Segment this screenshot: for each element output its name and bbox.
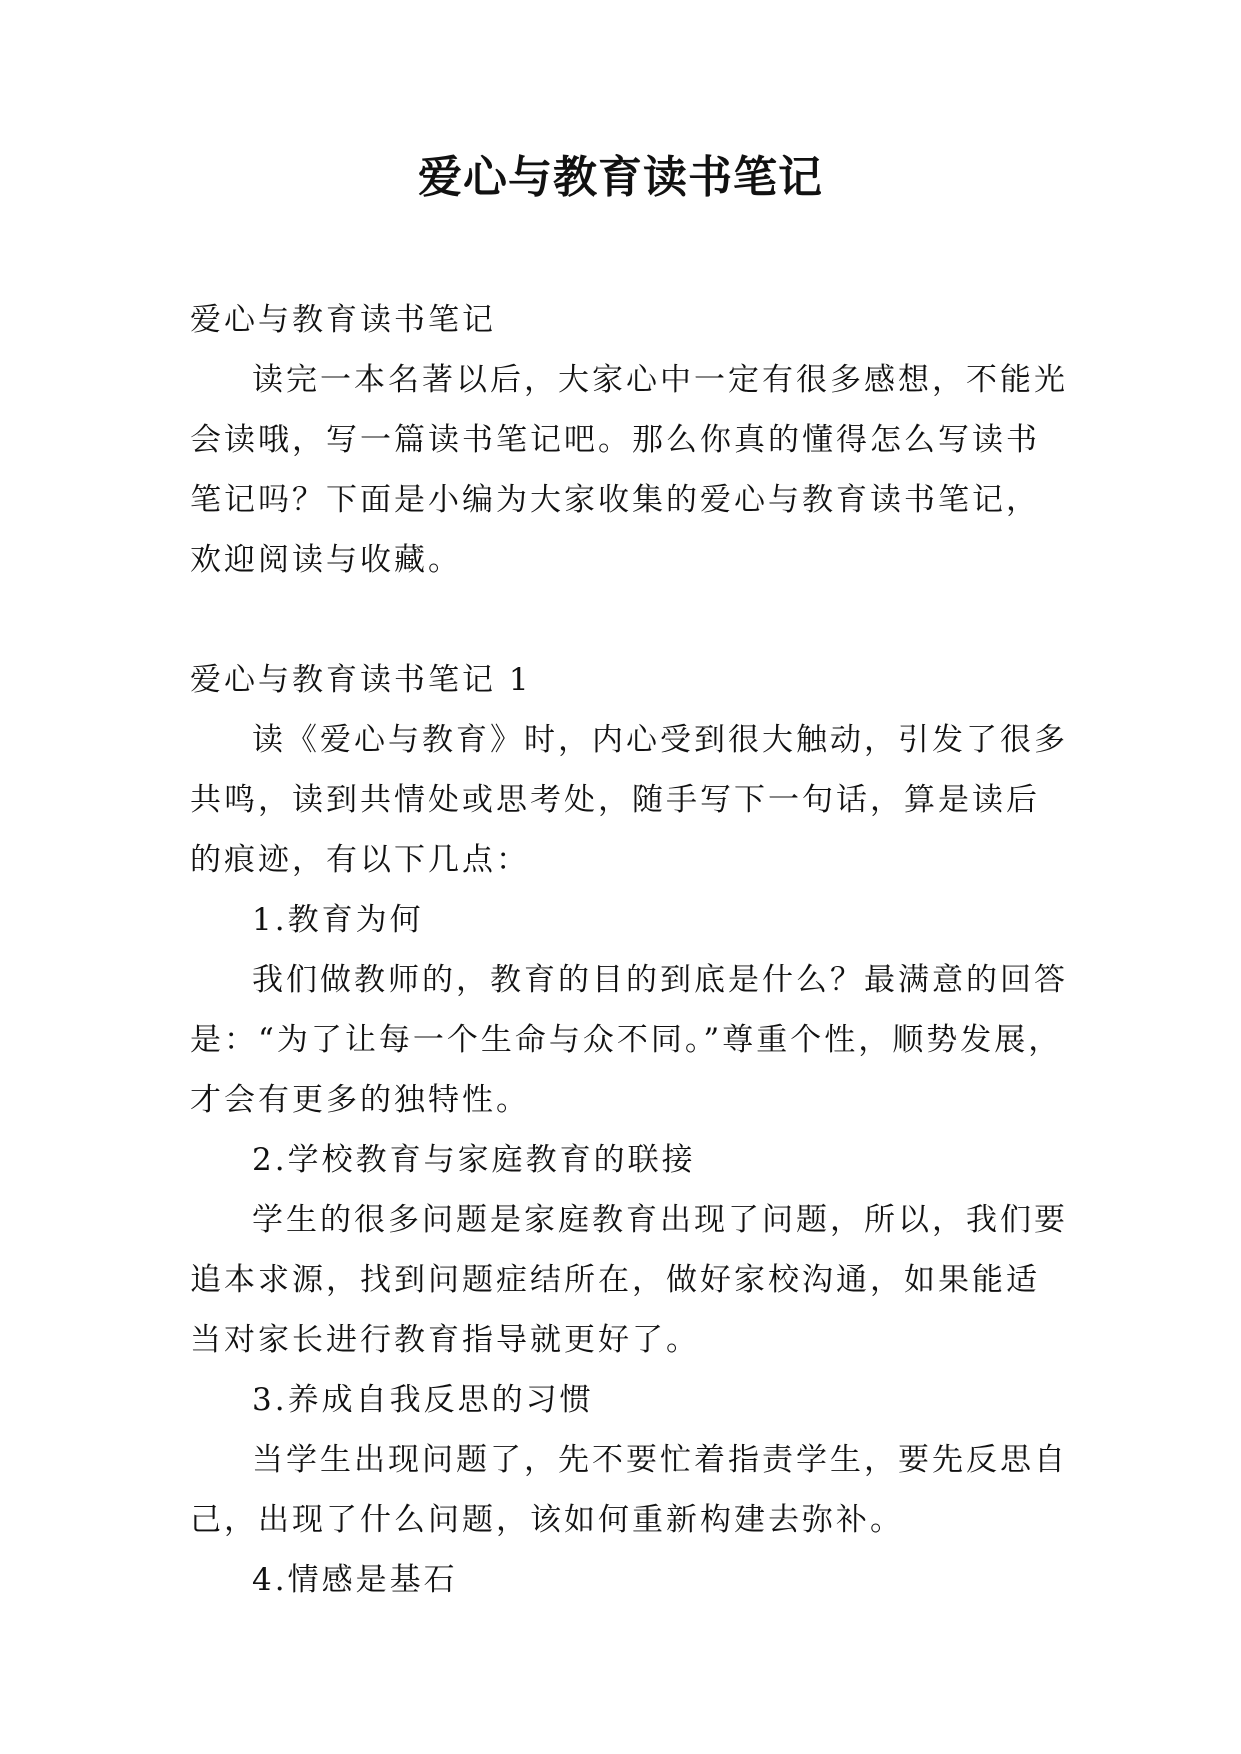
item-paragraph-1: 我们做教师的，教育的目的到底是什么？最满意的回答是：“为了让每一个生命与众不同。”尊重个性，顺势发展，才会有更多的独特性。 (190, 962, 1068, 1118)
intro-paragraph: 读完一本名著以后，大家心中一定有很多感想，不能光会读哦，写一篇读书笔记吧。那么你真的懂得怎么写读书笔记吗？下面是小编为大家收集的爱心与教育读书笔记，欢迎阅读与收藏。 (190, 362, 1068, 578)
item-paragraph-2: 学生的很多问题是家庭教育出现了问题，所以，我们要追本求源，找到问题症结所在，做好家校沟通，如果能适当对家长进行教育指导就更好了。 (190, 1202, 1068, 1358)
section-heading: 爱心与教育读书笔记 1 (190, 662, 532, 698)
item-paragraph-3: 当学生出现问题了，先不要忙着指责学生，要先反思自己，出现了什么问题，该如何重新构建去弥补。 (190, 1442, 1068, 1538)
document-subtitle: 爱心与教育读书笔记 (190, 302, 496, 338)
item-heading-2: 2.学校教育与家庭教育的联接 (252, 1142, 696, 1178)
document-body (190, 290, 1070, 1610)
item-heading-3: 3.养成自我反思的习惯 (252, 1382, 594, 1418)
section-intro-paragraph: 读《爱心与教育》时，内心受到很大触动，引发了很多共鸣，读到共情处或思考处，随手写下一句话，算是读后的痕迹，有以下几点： (190, 722, 1068, 878)
document-title: 爱心与教育读书笔记 (418, 152, 823, 203)
item-heading-4: 4.情感是基石 (252, 1562, 458, 1598)
item-heading-1: 1.教育为何 (252, 902, 424, 938)
